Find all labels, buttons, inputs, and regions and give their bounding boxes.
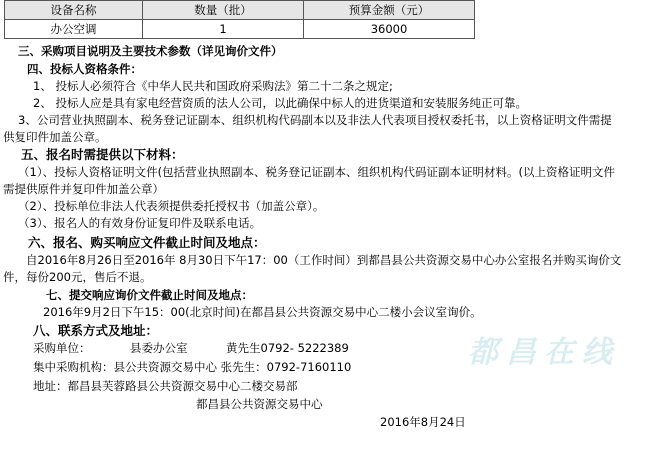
buyer-label: 采购单位：	[33, 341, 91, 355]
section-6-text-continuation: 件，每份200元，售后不退。	[3, 270, 152, 284]
watermark: 都昌在线	[468, 335, 620, 370]
section-7-text: 2016年9月2日下午15：00(北京时间)在都昌县公共资源交易中心二楼小会议室询价。	[43, 305, 482, 319]
buyer-name: 县委办公室	[130, 341, 188, 355]
table-header-cell: 设备名称	[5, 1, 143, 20]
section-4-heading: 四、投标人资格条件：	[27, 62, 142, 76]
table-cell: 36000	[304, 20, 475, 39]
table-header-cell: 预算金额（元）	[304, 1, 475, 20]
table-header-cell: 数量（批）	[143, 1, 304, 20]
document-date: 2016年8月24日	[380, 415, 466, 429]
section-6-heading: 六、报名、购买响应文件截止时间及地点：	[28, 235, 266, 250]
section-3-heading: 三、采购项目说明及主要技术参数（详见询价文件）	[18, 44, 283, 58]
list-item: （1）、投标人资格证明文件(包括营业执照副本、税务登记证副本、组织机构代码证副本证明材料。(以上资格证明文件	[18, 165, 616, 179]
agency-contact: 集中采购机构：县公共资源交易中心 张先生：0792-7160110	[33, 360, 352, 374]
table-cell: 办公空调	[5, 20, 143, 39]
section-6-text: 自2016年8月26日至2016年 8月30日下午17：00（工作时间）到都昌县公共资源交易中心办公室报名并购买询价文	[26, 253, 622, 267]
list-item: 1、 投标人必须符合《中华人民共和国政府采购法》第二十二条之规定;	[33, 79, 393, 93]
table-cell: 1	[143, 20, 304, 39]
table-header-row	[5, 1, 475, 20]
buyer-contact: 黄先生0792- 5222389	[226, 341, 349, 355]
signature-organization: 都昌县公共资源交易中心	[196, 397, 323, 411]
section-7-heading: 七、提交响应询价文件截止时间及地点：	[46, 288, 253, 302]
list-item: 3、公司营业执照副本、税务登记证副本、组织机构代码副本以及非法人代表项目授权委托书，以上资格证明文件需提	[18, 113, 612, 127]
list-item: 2、 投标人应是具有家电经营资质的法人公司，以此确保中标人的进货渠道和安装服务纯正可靠。	[33, 96, 527, 110]
list-item-continuation: 供复印件加盖公章。	[3, 130, 107, 144]
list-item: （2）、投标单位非法人代表须提供委托授权书（加盖公章）。	[18, 199, 325, 213]
list-item-continuation: 需提供原件并复印件加盖公章）	[3, 182, 164, 196]
list-item: （3）、报名人的有效身份证复印件及联系电话。	[18, 216, 262, 230]
section-5-heading: 五、报名时需提供以下材料：	[21, 147, 184, 162]
table-row	[5, 20, 475, 39]
address: 地址：都昌县芙蓉路县公共资源交易中心二楼交易部	[33, 379, 298, 393]
section-8-heading: 八、联系方式及地址：	[33, 323, 159, 338]
procurement-table	[4, 0, 475, 39]
